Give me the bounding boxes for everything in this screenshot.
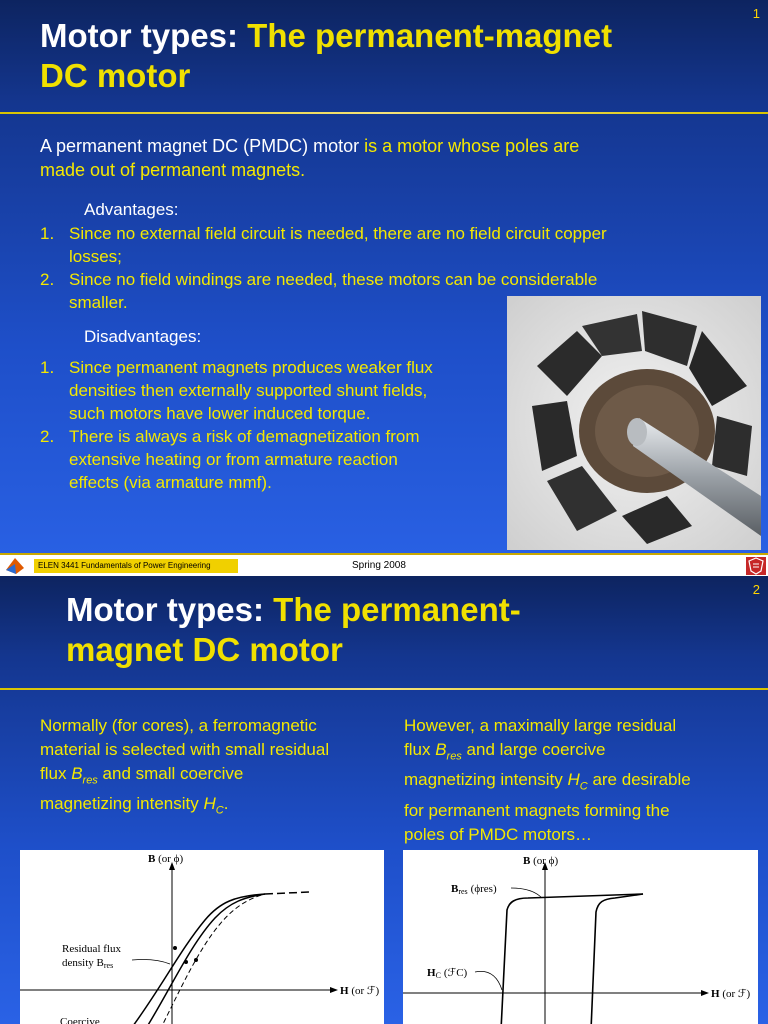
bres-label: Bres (ϕres) — [451, 883, 497, 896]
list-item: 1. Since permanent magnets produces weaker flux densities then externally supported shunt fields, such motors have lower induced torque. — [40, 358, 433, 423]
intro-definition: is a motor whose poles are — [364, 136, 580, 156]
course-name: ELEN 3441 Fundamentals of Power Engineering — [34, 559, 238, 573]
disadvantages-heading: Disadvantages: — [84, 327, 202, 346]
loop-upper-branch — [501, 894, 643, 1024]
matlab-logo-icon — [6, 558, 24, 574]
intro-term: A permanent magnet DC (PMDC) motor — [40, 136, 365, 156]
residual-flux-label: Residual flux — [62, 943, 121, 955]
hysteresis-figure-hard — [403, 850, 758, 1024]
coercive-label: Coercive — [60, 1016, 100, 1024]
x-axis-label: H (or ℱ) — [711, 988, 751, 1000]
residual-flux-label-line2: density Bres — [62, 957, 114, 970]
university-crest-icon — [746, 557, 766, 575]
title-divider — [0, 112, 768, 114]
disadvantages-list — [40, 356, 510, 494]
saturation-dashes — [265, 892, 310, 894]
page-number: 2 — [752, 582, 760, 597]
pmdc-motor-photo — [507, 296, 761, 550]
hysteresis-curve-lower — [145, 894, 265, 1024]
left-paragraph: Normally (for cores), a ferromagnetic material is selected with small residual flux $B_{res}$ and small coercive magnetizing intensity $H_C$. — [40, 716, 330, 817]
title-highlight: The permanent- — [273, 591, 521, 628]
list-item: 2. Since no field windings are needed, these motors can be considerable smaller. — [40, 270, 598, 312]
slide-2 — [0, 576, 768, 1024]
hc-label: HC (ℱC) — [427, 967, 468, 980]
intro-paragraph — [40, 134, 579, 182]
loop-lower-branch — [591, 894, 643, 1024]
title-prefix: Motor types: — [66, 591, 274, 628]
y-axis-label: B (or ϕ) — [523, 855, 559, 867]
title-highlight-line2: magnet DC motor — [66, 631, 343, 668]
list-item: 2. There is always a risk of demagnetization from extensive heating or from armature reaction effects (via armature mmf). — [40, 427, 420, 492]
title-highlight: The permanent-magnet — [247, 17, 613, 54]
slide-title — [40, 16, 612, 96]
title-highlight-line2: DC motor — [40, 57, 191, 94]
slide-title — [66, 590, 521, 670]
slide-footer — [0, 553, 768, 578]
title-divider — [0, 688, 768, 690]
advantages-heading: Advantages: — [84, 200, 179, 219]
right-paragraph: However, a maximally large residual flux $B_{res}$ and large coercive magnetizing intensity $H_C$ are desirable for permanent magnets forming the poles of PMDC motors… — [404, 716, 691, 844]
term-label: Spring 2008 — [352, 560, 406, 571]
hysteresis-figure-soft — [20, 850, 384, 1024]
list-item: 1. Since no external field circuit is needed, there are no field circuit copper losses; — [40, 224, 607, 266]
page-number: 1 — [752, 6, 760, 21]
initial-magnetization-curve — [160, 894, 265, 1024]
title-prefix: Motor types: — [40, 17, 248, 54]
x-axis-label: H (or ℱ) — [340, 985, 380, 997]
intro-definition-line2: made out of permanent magnets. — [40, 160, 306, 180]
y-axis-label: B (or ϕ) — [148, 853, 184, 865]
